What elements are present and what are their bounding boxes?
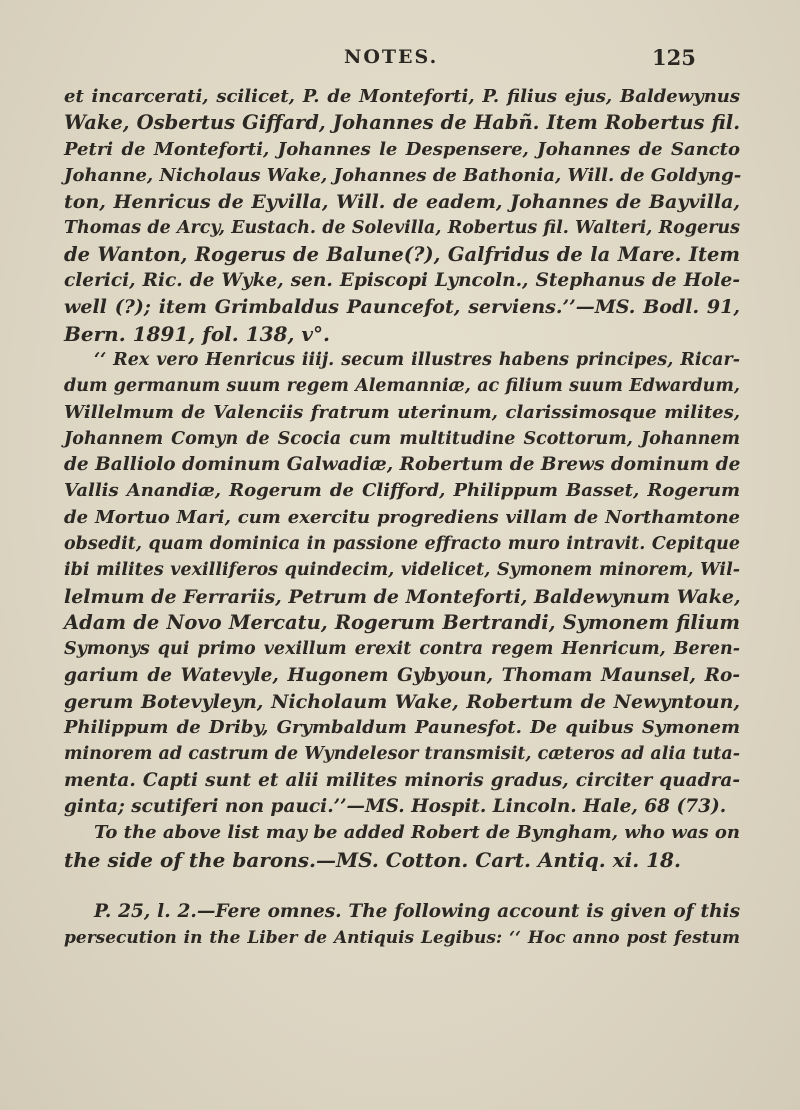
text-line: To the above list may be added Robert de Byngham, who was on (94, 822, 740, 844)
text-line: menta. Capti sunt et alii milites minoris gradus, circiter quadra- (64, 769, 740, 791)
text-line: ‘‘ Rex vero Henricus iiij. secum illustres habens principes, Ricar- (94, 349, 740, 370)
text-line: ginta; scutiferi non pauci.’’—MS. Hospit. Lincoln. Hale, 68 (73). (64, 796, 727, 818)
text-line: Johannem Comyn de Scocia cum multitudine Scottorum, Johannem (64, 428, 740, 449)
text-line: Philippum de Driby, Grymbaldum Paunesfot. De quibus Symonem (64, 717, 740, 739)
text-line: Wake, Osbertus Giffard, Johannes de Habñ. Item Robertus fil. (64, 111, 740, 135)
text-line: well (?); item Grimbaldus Pauncefot, serviens.’’—MS. Bodl. 91, (64, 296, 740, 319)
page-number: 125 (652, 45, 696, 70)
text-line: P. 25, l. 2.—Fere omnes. The following account is given of this (94, 900, 740, 922)
text-line: Symonys qui primo vexillum erexit contra regem Henricum, Beren- (64, 639, 740, 660)
text-line: de Mortuo Mari, cum exercitu progrediens villam de Northamtone (64, 506, 740, 528)
text-line: Adam de Novo Mercatu, Rogerum Bertrandi, Symonem filium (64, 610, 740, 634)
paragraph (64, 899, 740, 952)
text-line: de Balliolo dominum Galwadiæ, Robertum de Brews dominum de (64, 454, 741, 476)
text-line: lelmum de Ferrariis, Petrum de Monteforti, Baldewynum Wake, (64, 585, 741, 608)
text-line: garium de Watevyle, Hugonem Gybyoun, Thomam Maunsel, Ro- (64, 664, 740, 686)
paragraph (64, 820, 740, 873)
text-line: Vallis Anandiæ, Rogerum de Clifford, Philippum Basset, Rogerum (64, 480, 740, 502)
running-title: NOTES. (344, 46, 439, 68)
text-line: ton, Henricus de Eyvilla, Will. de eadem, Johannes de Bayvilla, (64, 191, 740, 214)
paragraph (64, 84, 740, 347)
text-line: ibi milites vexilliferos quindecim, videlicet, Symonem minorem, Wil- (64, 560, 740, 581)
body-text (64, 84, 740, 952)
text-line: Thomas de Arcy, Eustach. de Solevilla, Robertus fil. Walteri, Rogerus (64, 218, 740, 239)
text-line: et incarcerati, scilicet, P. de Monteforti, P. filius ejus, Baldewynus (64, 86, 740, 107)
page-header (0, 46, 800, 74)
text-line: dum germanum suum regem Alemanniæ, ac filium suum Edwardum, (64, 376, 740, 397)
paragraph (64, 347, 740, 820)
text-line: the side of the barons.—MS. Cotton. Cart. Antiq. xi. 18. (64, 847, 681, 872)
text-line: Bern. 1891, fol. 138, v°. (64, 321, 330, 346)
text-line: Johanne, Nicholaus Wake, Johannes de Bathonia, Will. de Goldyng- (64, 164, 742, 186)
text-line: clerici, Ric. de Wyke, sen. Episcopi Lyncoln., Stephanus de Hole- (64, 270, 740, 292)
text-line: gerum Botevyleyn, Nicholaum Wake, Robertum de Newyntoun, (64, 690, 740, 713)
text-line: Willelmum de Valenciis fratrum uterinum, clarissimosque milites, (64, 401, 740, 423)
text-line: minorem ad castrum de Wyndelesor transmisit, cæteros ad alia tuta- (64, 744, 740, 765)
text-line: obsedit, quam dominica in passione effracto muro intravit. Cepitque (64, 534, 740, 555)
text-line: Petri de Monteforti, Johannes le Despensere, Johannes de Sancto (64, 138, 740, 160)
text-line: de Wanton, Rogerus de Balune(?), Galfridus de la Mare. Item (64, 242, 740, 266)
paragraph-spacer (64, 873, 740, 899)
text-line: persecution in the Liber de Antiquis Legibus: ‘‘ Hoc anno post festum (64, 928, 740, 949)
